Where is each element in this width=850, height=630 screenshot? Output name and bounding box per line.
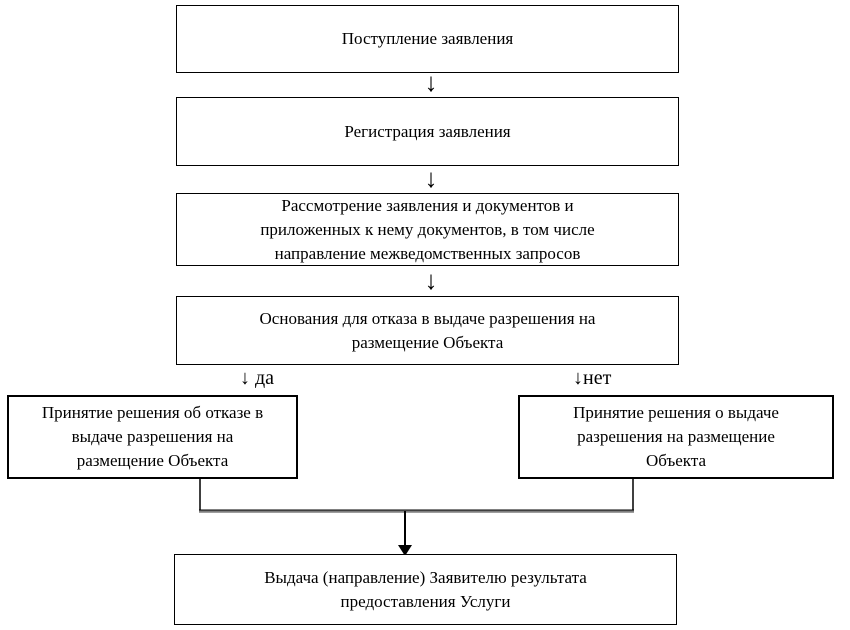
node-approve-line: Объекта — [645, 451, 707, 470]
node-result-label — [175, 566, 676, 614]
node-result — [174, 554, 677, 625]
node-approve-decision — [518, 395, 834, 479]
node-grounds-label — [177, 307, 678, 355]
branch-label-yes: ↓ да — [240, 367, 275, 389]
node-approve-label — [520, 401, 832, 473]
branch-label-no: ↓нет — [573, 367, 612, 389]
node-grounds-line: размещение Объекта — [351, 332, 504, 352]
node-refuse-line: размещение Объекта — [76, 451, 229, 470]
node-result-line: Выдача (направление) Заявителю результата — [264, 567, 587, 587]
down-arrow-icon: ↓ — [424, 164, 438, 193]
node-grounds-line: Основания для отказа в выдаче разрешения на — [259, 308, 596, 328]
node-receipt-line: Поступление заявления — [341, 29, 514, 48]
down-arrow-icon: ↓ — [424, 266, 438, 295]
node-registration-line: Регистрация заявления — [344, 121, 511, 141]
node-result-line: предоставления Услуги — [340, 591, 511, 611]
node-review-label — [177, 194, 678, 266]
node-registration — [176, 97, 679, 166]
down-arrow-icon: ↓ — [424, 68, 438, 97]
node-receipt-label — [177, 27, 678, 51]
node-registration-label — [177, 120, 678, 144]
node-review-line: приложенных к нему документов, в том числе — [260, 219, 595, 239]
node-refuse-decision — [7, 395, 298, 479]
node-approve-line: разрешения на размещение — [577, 427, 775, 446]
node-refuse-label — [9, 401, 296, 473]
node-grounds-decision — [176, 296, 679, 365]
node-refuse-line: выдаче разрешения на — [71, 427, 234, 446]
node-review-line: направление межведомственных запросов — [274, 243, 581, 263]
node-receipt — [176, 5, 679, 73]
node-review — [176, 193, 679, 266]
node-approve-line: Принятие решения о выдаче — [573, 403, 779, 422]
node-review-line: Рассмотрение заявления и документов и — [281, 195, 574, 215]
node-refuse-line: Принятие решения об отказе в — [41, 403, 264, 422]
